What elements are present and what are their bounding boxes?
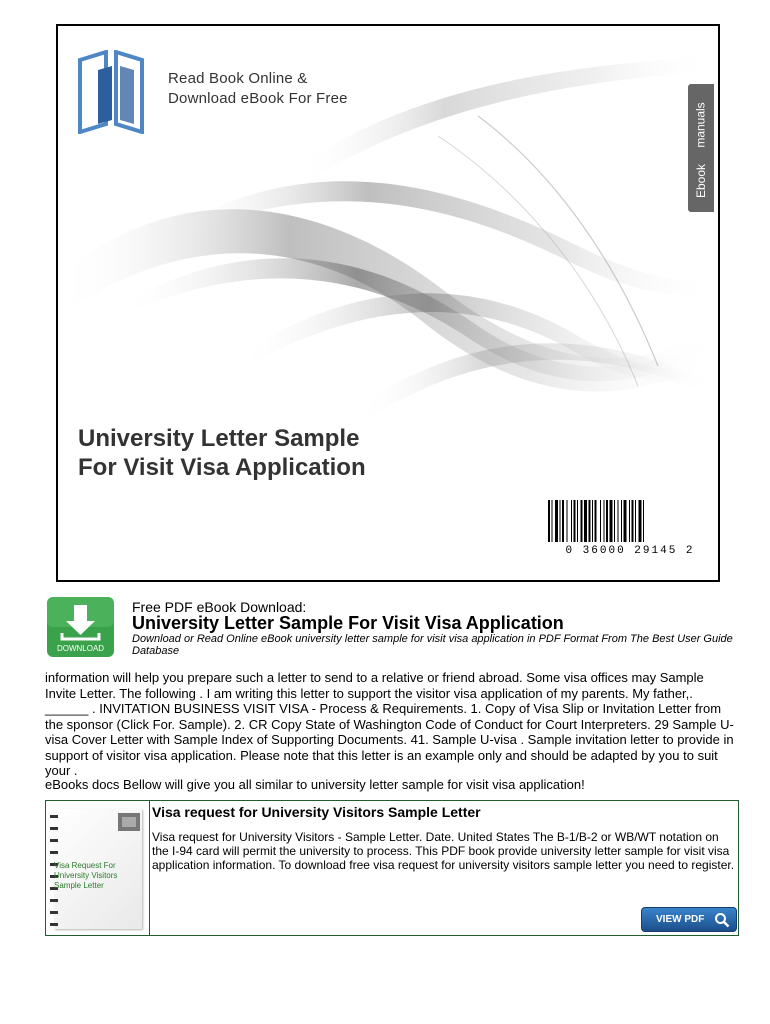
- barcode-number: 0 36000 29145 2: [565, 545, 695, 556]
- result-card: [45, 800, 739, 936]
- result-title[interactable]: Visa request for University Visitors Sample Letter: [152, 804, 481, 820]
- brand-line-2: Download eBook For Free: [168, 90, 348, 107]
- body-paragraph: information will help you prepare such a letter to send to a relative or friend abroad. Some visa offices may Sample Invite Letter. The following . I am writing this letter to support the visitor visa application of my parents. My father,. ______ . INVITATION BUSINESS VISIT VISA - Process & Requirements. 1. Copy of Visa Slip or Invitation Letter from the sponsor (Click For. Sample). 2. CR Copy State of Washington Code of Conduct for Court Interpreters. 29 Sample U-visa Cover Letter with Sample Index of Supporting Documents. 41. Sample U-visa . Sample invitation letter to provide in support of visitor visa application. Please note that this letter is an example only and should be adapted by you to suit your .: [45, 670, 734, 778]
- view-pdf-button[interactable]: [641, 907, 737, 932]
- manuals-tab-label: manuals: [694, 102, 709, 148]
- ebook-tab: [688, 150, 714, 212]
- open-book-logo-icon: [76, 50, 146, 134]
- result-thumbnail[interactable]: [46, 801, 150, 935]
- cover-title-line-2: For Visit Visa Application: [78, 454, 366, 481]
- paper-clip-icon: [118, 813, 140, 831]
- brand-block: [76, 50, 376, 140]
- free-download-label: Free PDF eBook Download:: [132, 599, 307, 615]
- magnifier-icon: [714, 912, 730, 928]
- view-pdf-label: VIEW PDF: [656, 914, 705, 925]
- result-description: Visa request for University Visitors - Sample Letter. Date. United States The B-1/B-2 or WB/WT notation on the I-94 card will permit the university to process. This PDF book provide university letter sample for visit visa application information. To download free visa request for university visitors sample letter you need to register.: [152, 830, 735, 872]
- brand-line-1: Read Book Online &: [168, 70, 308, 87]
- cover-title-line-1: University Letter Sample: [78, 425, 360, 452]
- download-description: Download or Read Online eBook university letter sample for visit visa application in PDF Format From The Best User Guide Database: [132, 633, 733, 657]
- download-icon-label: DOWNLOAD: [56, 644, 105, 653]
- similar-ebooks-note: eBooks docs Bellow will give you all similar to university letter sample for visit visa application!: [45, 777, 585, 792]
- cover-title: [78, 424, 366, 482]
- thumbnail-text: Visa Request For University Visitors Sample Letter: [54, 861, 118, 890]
- download-icon[interactable]: [47, 597, 114, 657]
- document-title: University Letter Sample For Visit Visa Application: [132, 613, 564, 633]
- ebook-tab-label: Ebook: [694, 163, 708, 199]
- book-cover: [56, 24, 720, 582]
- barcode: [546, 500, 714, 556]
